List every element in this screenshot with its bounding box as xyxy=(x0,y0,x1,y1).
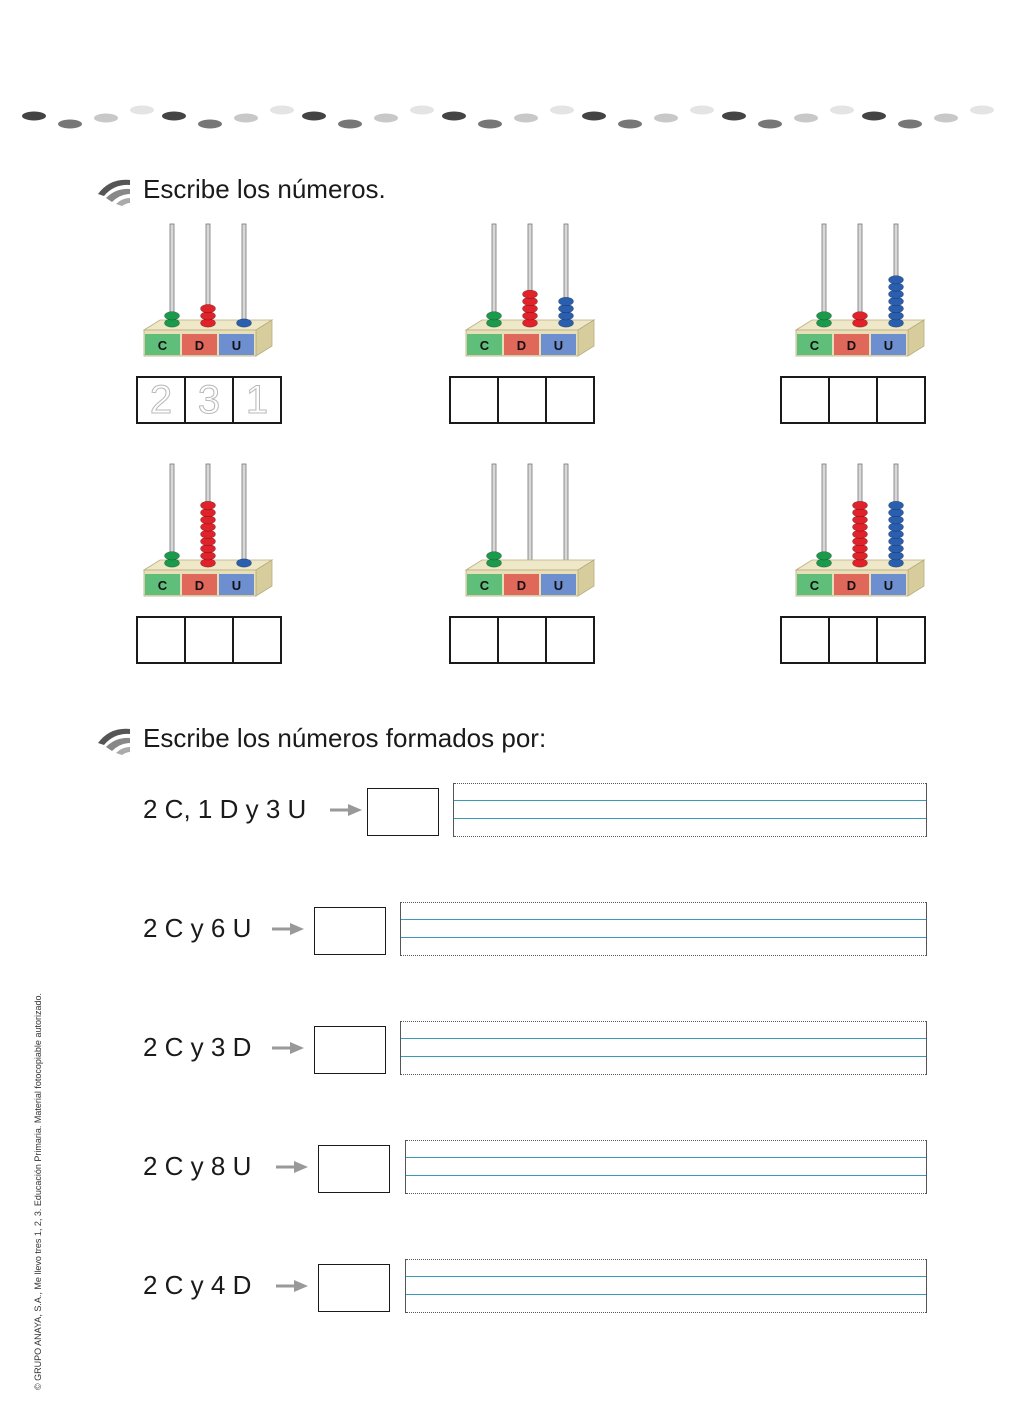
answer-boxes-6 xyxy=(780,616,926,664)
decor-dash xyxy=(830,106,854,115)
composition-label: 2 C y 4 D xyxy=(143,1270,252,1300)
decor-dash xyxy=(898,120,922,129)
answer-cell-u[interactable] xyxy=(878,618,924,662)
guide-line xyxy=(454,818,926,819)
decor-dash xyxy=(22,112,46,121)
decor-dash xyxy=(410,106,434,115)
dotted-line xyxy=(454,783,926,784)
place-label-d: D xyxy=(194,338,205,353)
answer-cell-u[interactable] xyxy=(234,618,280,662)
dotted-line xyxy=(401,955,926,956)
abacus-rod xyxy=(858,224,862,326)
decor-dash xyxy=(58,120,82,129)
bead-hundreds xyxy=(165,312,180,320)
answer-cell-d[interactable] xyxy=(830,618,878,662)
bead-hundreds xyxy=(817,552,832,560)
composition-label: 2 C y 6 U xyxy=(143,913,252,943)
decor-dash xyxy=(478,120,502,129)
guide-line xyxy=(406,1294,926,1295)
writing-lines[interactable] xyxy=(405,1140,927,1194)
abacus-4 xyxy=(140,462,280,602)
place-label-c: C xyxy=(157,338,168,353)
place-label-d: D xyxy=(846,578,857,593)
decor-dash xyxy=(198,120,222,129)
dotted-line xyxy=(406,1193,926,1194)
composition-label: 2 C, 1 D y 3 U xyxy=(143,794,307,824)
answer-boxes-5 xyxy=(449,616,595,664)
abacus-rod xyxy=(822,464,826,566)
abacus-3 xyxy=(792,222,932,362)
decor-dash xyxy=(374,114,398,123)
bead-tens xyxy=(853,312,868,320)
number-answer-box[interactable] xyxy=(367,788,439,836)
decor-dash xyxy=(130,106,154,115)
dotted-line xyxy=(401,1074,926,1075)
decor-dash xyxy=(654,114,678,123)
writing-lines[interactable] xyxy=(453,783,927,837)
bead-hundreds xyxy=(487,312,502,320)
answer-boxes-1 xyxy=(136,376,282,424)
abacus-rod xyxy=(170,464,174,566)
dotted-line xyxy=(406,1259,926,1260)
exercise-1-instruction: Escribe los números. xyxy=(143,174,386,204)
arrow-right-icon xyxy=(276,1280,308,1292)
place-label-c: C xyxy=(479,578,490,593)
answer-cell-u[interactable] xyxy=(878,378,924,422)
abacus-2 xyxy=(462,222,602,362)
copyright-notice: © GRUPO ANAYA, S.A., Me llevo tres 1, 2, 3. Educación Primaria. Material fotocopiable autorizado. xyxy=(33,993,43,1390)
bead-units xyxy=(889,501,904,509)
decor-dash xyxy=(618,120,642,129)
dotted-line xyxy=(454,836,926,837)
abacus-5 xyxy=(462,462,602,602)
decor-dash xyxy=(338,120,362,129)
abacus-rod xyxy=(822,224,826,326)
answer-cell-c[interactable] xyxy=(451,618,499,662)
answer-cell-d[interactable] xyxy=(830,378,878,422)
bead-hundreds xyxy=(817,312,832,320)
decorative-dash-border xyxy=(0,100,1024,140)
writing-lines[interactable] xyxy=(400,902,927,956)
answer-cell-c[interactable] xyxy=(782,378,830,422)
place-label-c: C xyxy=(809,578,820,593)
abacus-base-top xyxy=(466,560,594,570)
place-label-u: U xyxy=(883,578,894,593)
place-label-u: U xyxy=(553,578,564,593)
abacus-1 xyxy=(140,222,280,362)
arrow-right-icon xyxy=(276,1161,308,1173)
decor-dash xyxy=(758,120,782,129)
place-label-u: U xyxy=(231,338,242,353)
guide-line xyxy=(406,1175,926,1176)
place-label-c: C xyxy=(157,578,168,593)
number-answer-box[interactable] xyxy=(314,907,386,955)
abacus-rod xyxy=(492,464,496,566)
answer-cell-c[interactable] xyxy=(782,618,830,662)
answer-cell-d[interactable] xyxy=(186,618,234,662)
traced-digit: 1 xyxy=(245,377,269,422)
decor-dash xyxy=(722,112,746,121)
decor-dash xyxy=(970,106,994,115)
arrow-right-icon xyxy=(330,804,362,816)
composition-label: 2 C y 3 D xyxy=(143,1032,252,1062)
decor-dash xyxy=(234,114,258,123)
decor-dash xyxy=(690,106,714,115)
bead-tens xyxy=(201,304,216,312)
place-label-d: D xyxy=(516,338,527,353)
decor-dash xyxy=(794,114,818,123)
decor-dash xyxy=(514,114,538,123)
place-label-u: U xyxy=(231,578,242,593)
decor-dash xyxy=(270,106,294,115)
bead-hundreds xyxy=(487,552,502,560)
abacus-rod xyxy=(170,224,174,326)
guide-line xyxy=(401,1038,926,1039)
decor-dash xyxy=(442,112,466,121)
abacus-rod xyxy=(242,224,246,326)
number-answer-box[interactable] xyxy=(318,1145,390,1193)
exercise-2-instruction: Escribe los números formados por: xyxy=(143,723,547,753)
guide-line xyxy=(401,937,926,938)
bead-tens xyxy=(853,501,868,509)
decor-dash xyxy=(302,112,326,121)
dotted-line xyxy=(406,1140,926,1141)
arrow-right-icon xyxy=(272,1042,304,1054)
arrow-right-icon xyxy=(272,923,304,935)
exercise-icon xyxy=(96,174,132,206)
decor-dash xyxy=(862,112,886,121)
dotted-line xyxy=(406,1312,926,1313)
dotted-line xyxy=(401,902,926,903)
writing-lines[interactable] xyxy=(405,1259,927,1313)
decor-dash xyxy=(162,112,186,121)
number-answer-box[interactable] xyxy=(318,1264,390,1312)
answer-cell-c[interactable] xyxy=(138,378,186,422)
number-answer-box[interactable] xyxy=(314,1026,386,1074)
bead-units xyxy=(237,319,252,327)
abacus-6 xyxy=(792,462,932,602)
place-label-d: D xyxy=(194,578,205,593)
answer-boxes-2 xyxy=(449,376,595,424)
composition-label: 2 C y 8 U xyxy=(143,1151,252,1181)
decor-dash xyxy=(582,112,606,121)
answer-cell-d[interactable] xyxy=(499,378,547,422)
answer-cell-u[interactable] xyxy=(547,378,593,422)
exercise-icon xyxy=(96,723,132,755)
place-label-u: U xyxy=(553,338,564,353)
decor-dash xyxy=(94,114,118,123)
abacus-rod xyxy=(564,464,568,566)
decor-dash xyxy=(550,106,574,115)
abacus-rod xyxy=(492,224,496,326)
place-label-c: C xyxy=(809,338,820,353)
place-label-u: U xyxy=(883,338,894,353)
guide-line xyxy=(406,1276,926,1277)
bead-hundreds xyxy=(165,552,180,560)
answer-boxes-3 xyxy=(780,376,926,424)
abacus-rod xyxy=(242,464,246,566)
decor-dash xyxy=(934,114,958,123)
abacus-rod xyxy=(528,464,532,566)
answer-boxes-4 xyxy=(136,616,282,664)
guide-line xyxy=(401,919,926,920)
answer-cell-d[interactable] xyxy=(186,378,234,422)
bead-tens xyxy=(201,501,216,509)
guide-line xyxy=(401,1056,926,1057)
bead-units xyxy=(889,276,904,284)
traced-digit: 3 xyxy=(197,377,221,422)
answer-cell-c[interactable] xyxy=(451,378,499,422)
place-label-d: D xyxy=(516,578,527,593)
traced-digit: 2 xyxy=(149,377,173,422)
guide-line xyxy=(454,800,926,801)
bead-tens xyxy=(523,290,538,298)
bead-units xyxy=(237,559,252,567)
place-label-c: C xyxy=(479,338,490,353)
answer-cell-u[interactable] xyxy=(547,618,593,662)
dotted-line xyxy=(401,1021,926,1022)
place-label-d: D xyxy=(846,338,857,353)
writing-lines[interactable] xyxy=(400,1021,927,1075)
answer-cell-u[interactable] xyxy=(234,378,280,422)
answer-cell-d[interactable] xyxy=(499,618,547,662)
answer-cell-c[interactable] xyxy=(138,618,186,662)
bead-units xyxy=(559,297,574,305)
guide-line xyxy=(406,1157,926,1158)
